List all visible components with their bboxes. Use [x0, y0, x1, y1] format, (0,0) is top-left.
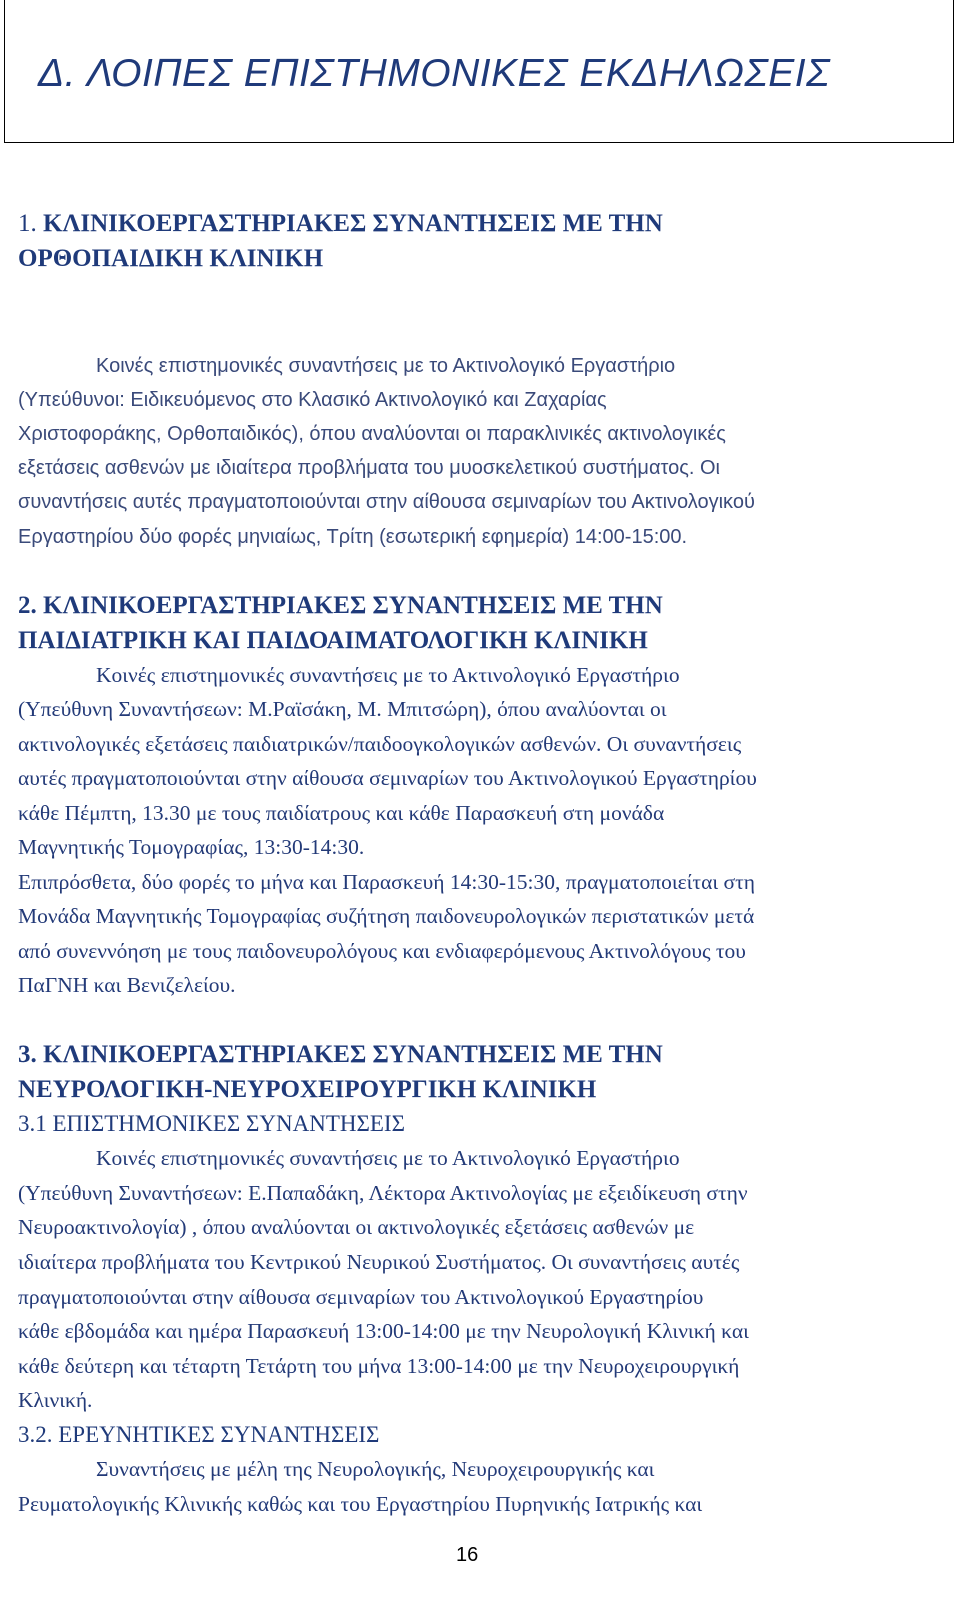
section1-paragraph-line: Κοινές επιστημονικές συναντήσεις με το Ακτινολογικό Εργαστήριο	[96, 355, 676, 377]
section3-paragraph-line: ιδιαίτερα προβλήματα του Κεντρικού Νευρικού Συστήματος. Οι συναντήσεις αυτές	[18, 1250, 740, 1274]
section3-paragraph-line: Κλινική.	[18, 1388, 93, 1412]
section3-paragraph-line: κάθε δεύτερη και τέταρτη Τετάρτη του μήνα 13:00-14:00 με την Νευροχειρουργική	[18, 1354, 740, 1378]
section1-heading-line1: 1. ΚΛΙΝΙΚΟΕΡΓΑΣΤΗΡΙΑΚΕΣ ΣΥΝΑΝΤΗΣΕΙΣ ΜΕ ΤΗΝ	[18, 210, 663, 237]
section2-paragraph-line: ακτινολογικές εξετάσεις παιδιατρικών/παιδοογκολογικών ασθενών. Οι συναντήσεις	[18, 732, 742, 756]
section3-paragraph-line: Νευροακτινολογία) , όπου αναλύονται οι ακτινολογικές εξετάσεις ασθενών με	[18, 1215, 695, 1239]
section3-paragraph-line: κάθε εβδομάδα και ημέρα Παρασκευή 13:00-14:00 με την Νευρολογική Κλινική και	[18, 1319, 749, 1343]
section1-paragraph-line: Χριστοφοράκης, Ορθοπαιδικός), όπου αναλύονται οι παρακλινικές ακτινολογικές	[18, 423, 726, 445]
section2-paragraph-line: Μονάδα Μαγνητικής Τομογραφίας συζήτηση παιδονευρολογικών περιστατικών μετά	[18, 904, 755, 928]
section1-paragraph-line: συναντήσεις αυτές πραγματοποιούνται στην αίθουσα σεμιναρίων του Ακτινολογικού	[18, 491, 755, 513]
section3-paragraph-line: Ρευματολογικής Κλινικής καθώς και του Εργαστηρίου Πυρηνικής Ιατρικής και	[18, 1492, 703, 1516]
section3-subheading-scientific: 3.1 ΕΠΙΣΤΗΜΟΝΙΚΕΣ ΣΥΝΑΝΤΗΣΕΙΣ	[18, 1111, 405, 1136]
section3-paragraph-line: Κοινές επιστημονικές συναντήσεις με το Ακτινολογικό Εργαστήριο	[96, 1146, 680, 1170]
section2-paragraph-line: (Υπεύθυνη Συναντήσεων: Μ.Ραϊσάκη, Μ. Μπιτσώρη), όπου αναλύονται οι	[18, 697, 667, 721]
section1-paragraph-line: (Υπεύθυνοι: Ειδικευόμενος στο Κλασικό Ακτινολογικό και Ζαχαρίας	[18, 389, 607, 411]
section3-paragraph-line: Συναντήσεις με μέλη της Νευρολογικής, Νευροχειρουργικής και	[96, 1457, 655, 1481]
page-number: 16	[456, 1544, 479, 1566]
section2-paragraph-line: ΠαΓΝΗ και Βενιζελείου.	[18, 973, 236, 997]
section2-paragraph-line: από συνεννόηση με τους παιδονευρολόγους και ενδιαφερόμενους Ακτινολόγους του	[18, 939, 746, 963]
section1-heading-line2: ΟΡΘΟΠΑΙΔΙΚΗ ΚΛΙΝΙΚΗ	[18, 245, 324, 272]
section3-heading-line1: 3. ΚΛΙΝΙΚΟΕΡΓΑΣΤΗΡΙΑΚΕΣ ΣΥΝΑΝΤΗΣΕΙΣ ΜΕ ΤΗΝ	[18, 1041, 663, 1068]
section2-paragraph-line: αυτές πραγματοποιούνται στην αίθουσα σεμιναρίων του Ακτινολογικού Εργαστηρίου	[18, 766, 757, 790]
section2-paragraph-line: Μαγνητικής Τομογραφίας, 13:30-14:30.	[18, 835, 365, 859]
section2-paragraph-line: Κοινές επιστημονικές συναντήσεις με το Ακτινολογικό Εργαστήριο	[96, 663, 680, 687]
section2-heading-line1: 2. ΚΛΙΝΙΚΟΕΡΓΑΣΤΗΡΙΑΚΕΣ ΣΥΝΑΝΤΗΣΕΙΣ ΜΕ ΤΗΝ	[18, 592, 663, 619]
section3-paragraph-line: πραγματοποιούνται στην αίθουσα σεμιναρίων του Ακτινολογικού Εργαστηρίου	[18, 1285, 704, 1309]
section2-paragraph-line: Επιπρόσθετα, δύο φορές το μήνα και Παρασκευή 14:30-15:30, πραγματοποιείται στη	[18, 870, 755, 894]
section2-paragraph-line: κάθε Πέμπτη, 13.30 με τους παιδίατρους και κάθε Παρασκευή στη μονάδα	[18, 801, 665, 825]
section-title: Δ. ΛΟΙΠΕΣ ΕΠΙΣΤΗΜΟΝΙΚΕΣ ΕΚΔΗΛΩΣΕΙΣ	[38, 52, 830, 95]
section3-heading-line2: ΝΕΥΡΟΛΟΓΙΚΗ-ΝΕΥΡΟΧΕΙΡΟΥΡΓΙΚΗ ΚΛΙΝΙΚΗ	[18, 1076, 597, 1103]
section2-heading-line2: ΠΑΙΔΙΑΤΡΙΚΗ ΚΑΙ ΠΑΙΔΟΑΙΜΑΤΟΛΟΓΙΚΗ ΚΛΙΝΙΚΗ	[18, 627, 648, 654]
section1-heading-number: 1.	[18, 210, 43, 237]
section3-subheading-research: 3.2. ΕΡΕΥΝΗΤΙΚΕΣ ΣΥΝΑΝΤΗΣΕΙΣ	[18, 1422, 380, 1447]
section3-paragraph-line: (Υπεύθυνη Συναντήσεων: Ε.Παπαδάκη, Λέκτορα Ακτινολογίας με εξειδίκευση στην	[18, 1181, 748, 1205]
section1-paragraph-line: Εργαστηρίου δύο φορές μηνιαίως, Τρίτη (εσωτερική εφημερία) 14:00-15:00.	[18, 526, 688, 548]
section1-paragraph-line: εξετάσεις ασθενών με ιδιαίτερα προβλήματα του μυοσκελετικού συστήματος. Οι	[18, 457, 721, 479]
